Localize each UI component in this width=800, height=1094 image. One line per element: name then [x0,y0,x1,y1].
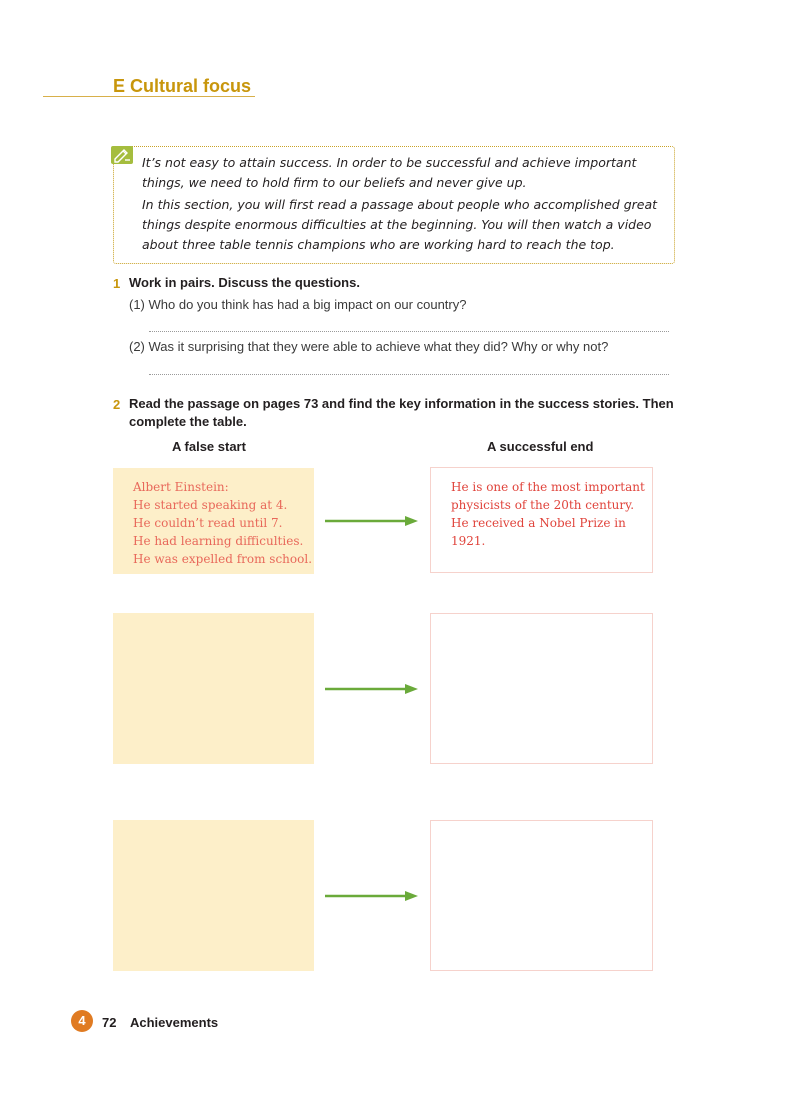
successful-end-line: physicists of the 20th century. [451,498,635,512]
question-2-number: 2 [113,397,121,412]
successful-end-cell-2[interactable] [430,613,653,764]
page-number: 72 [102,1015,117,1030]
question-1-sub-1: (1) Who do you think has had a big impact on our country? [129,297,467,312]
column-header-successful-end: A successful end [487,439,594,454]
question-2-instruction-line-1: Read the passage on pages 73 and find the key information in the success stories. Then [129,396,674,411]
question-1-instruction: Work in pairs. Discuss the questions. [129,275,360,290]
column-header-false-start: A false start [172,439,246,454]
pencil-note-icon [111,146,133,164]
title-underline [43,96,255,97]
false-start-line: He started speaking at 4. [133,498,288,512]
question-2-instruction-line-2: complete the table. [129,414,247,429]
intro-paragraph-1: It’s not easy to attain success. In order to be successful and achieve important things, we need to hold firm to our beliefs and never give up. [142,155,637,190]
unit-badge: 4 [71,1010,93,1032]
successful-end-cell-1[interactable] [430,467,653,573]
false-start-line: He had learning difficulties. [133,534,304,548]
question-1-sub-2: (2) Was it surprising that they were able to achieve what they did? Why or why not? [129,339,609,354]
false-start-line: He couldn’t read until 7. [133,516,283,530]
successful-end-line: 1921. [451,534,486,548]
false-start-cell-1[interactable] [113,468,314,574]
false-start-line: He was expelled from school. [133,552,313,566]
arrow-right-icon [325,515,420,527]
question-1-number: 1 [113,276,121,291]
successful-end-line: He is one of the most important [451,480,645,494]
intro-text [142,153,667,255]
false-start-cell-2[interactable] [113,613,314,764]
section-title: E Cultural focus [113,76,252,96]
unit-title: Achievements [130,1015,219,1030]
intro-paragraph-2: In this section, you will first read a passage about people who accomplished great things despite enormous difficulties at the beginning. You will then watch a video about three table tennis champions who are working hard to reach the top. [142,197,658,252]
answer-line-2[interactable] [149,374,669,375]
answer-line-1[interactable] [149,331,669,332]
arrow-right-icon [325,683,420,695]
false-start-cell-3[interactable] [113,820,314,971]
false-start-line: Albert Einstein: [133,480,229,494]
arrow-right-icon [325,890,420,902]
successful-end-line: He received a Nobel Prize in [451,516,626,530]
successful-end-cell-3[interactable] [430,820,653,971]
